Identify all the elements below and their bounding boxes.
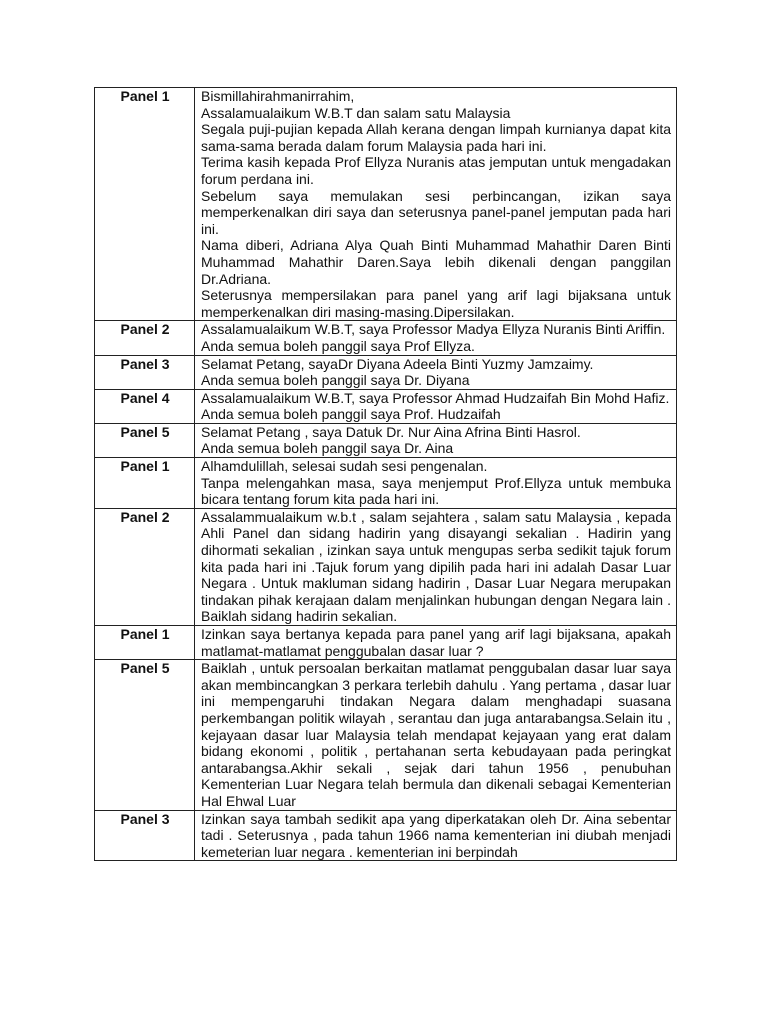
speech-line: Anda semua boleh panggil saya Dr. Diyana <box>201 372 470 389</box>
speaker-label: Panel 5 <box>95 660 195 810</box>
speech-line: Assalamualaikum W.B.T, saya Professor Ahmad Hudzaifah Bin Mohd Hafiz. <box>201 389 670 406</box>
speech-cell <box>195 660 677 810</box>
speech-line: Segala puji-pujian kepada Allah kerana dengan limpah kurnianya dapat kita sama-sama berada dalam forum Malaysia pada hari ini. <box>201 121 671 154</box>
table-row <box>95 355 677 389</box>
speech-line: Assalamualaikum W.B.T dan salam satu Malaysia <box>201 104 511 121</box>
speech-line: Assalammualaikum w.b.t , salam sejahtera , salam satu Malaysia , kepada Ahli Panel dan sidang hadirin yang disayangi sekalian . Hadirin yang dihormati sekalian , izinkan saya untuk mengupas serba sedikit tajuk forum kita pada hari ini .Tajuk forum yang dipilih pada hari ini adalah Dasar Luar Negara . Untuk makluman sidang hadirin , Dasar Luar Negara merupakan tindakan pihak kerajaan dalam menjalinkan hubungan dengan Negara lain . Baiklah sidang hadirin sekalian. <box>201 508 671 625</box>
speaker-label: Panel 2 <box>95 508 195 625</box>
speech-line: Anda semua boleh panggil saya Dr. Aina <box>201 440 454 457</box>
speaker-label: Panel 1 <box>95 458 195 509</box>
table-row <box>95 88 677 321</box>
table-row <box>95 660 677 810</box>
table-row <box>95 810 677 861</box>
speech-line: Selamat Petang, sayaDr Diyana Adeela Binti Yuzmy Jamzaimy. <box>201 355 594 372</box>
speech-line: Terima kasih kepada Prof Ellyza Nuranis atas jemputan untuk mengadakan forum perdana ini. <box>201 154 671 187</box>
table-row <box>95 458 677 509</box>
speaker-label: Panel 3 <box>95 810 195 861</box>
table-row <box>95 508 677 625</box>
speech-cell <box>195 626 677 660</box>
speaker-label: Panel 3 <box>95 355 195 389</box>
speaker-label: Panel 4 <box>95 389 195 423</box>
speech-line: Tanpa melengahkan masa, saya menjemput Prof.Ellyza untuk membuka bicara tentang forum kita pada hari ini. <box>201 474 671 508</box>
speaker-label: Panel 1 <box>95 626 195 660</box>
speaker-label: Panel 5 <box>95 423 195 457</box>
speech-cell <box>195 88 677 321</box>
speech-line: Seterusnya mempersilakan para panel yang arif lagi bijaksana untuk memperkenalkan diri masing-masing.Dipersilakan. <box>201 287 671 320</box>
speech-line: Izinkan saya bertanya kepada para panel yang arif lagi bijaksana, apakah matlamat-matlamat penggubalan dasar luar ? <box>201 626 671 659</box>
table-row <box>95 321 677 355</box>
speech-line: Sebelum saya memulakan sesi perbincangan, izikan saya memperkenalkan diri saya dan seterusnya panel-panel jemputan pada hari ini. <box>201 187 671 237</box>
speech-cell <box>195 458 677 509</box>
speech-line: Baiklah , untuk persoalan berkaitan matlamat penggubalan dasar luar saya akan membincangkan 3 perkara terlebih dahulu . Yang pertama , dasar luar ini mempengaruhi tindakan Negara dalam menghadapi suasana perkembangan politik wilayah , serantau dan juga antarabangsa.Selain itu , kejayaan dasar luar Malaysia telah mendapat kejayaan yang erat dalam bidang ekonomi , politik , pertahanan serta kebudayaan pada peringkat antarabangsa.Akhir sekali , sejak dari tahun 1956 , penubuhan Kementerian Luar Negara telah bermula dan dikenali sebagai Kementerian Hal Ehwal Luar <box>201 660 671 809</box>
table-row <box>95 626 677 660</box>
speech-line: Bismillahirahmanirrahim, <box>201 88 355 104</box>
speech-cell <box>195 810 677 861</box>
speech-line: Selamat Petang , saya Datuk Dr. Nur Aina Afrina Binti Hasrol. <box>201 423 581 440</box>
forum-script-table <box>94 87 677 861</box>
speech-cell <box>195 321 677 355</box>
speech-line: Alhamdulillah, selesai sudah sesi pengenalan. <box>201 458 488 475</box>
speech-line: Anda semua boleh panggil saya Prof. Hudzaifah <box>201 406 501 423</box>
speech-line: Nama diberi, Adriana Alya Quah Binti Muhammad Mahathir Daren Binti Muhammad Mahathir Daren.Saya lebih dikenali dengan panggilan Dr.Adriana. <box>201 237 671 287</box>
speaker-label: Panel 1 <box>95 88 195 321</box>
speech-cell <box>195 355 677 389</box>
speech-line: Assalamualaikum W.B.T, saya Professor Madya Ellyza Nuranis Binti Ariffin. <box>201 321 666 338</box>
table-row <box>95 389 677 423</box>
speech-cell <box>195 389 677 423</box>
speech-cell <box>195 508 677 625</box>
speech-line: Anda semua boleh panggil saya Prof Ellyza. <box>201 337 475 354</box>
speech-cell <box>195 423 677 457</box>
speaker-label: Panel 2 <box>95 321 195 355</box>
speech-line: Izinkan saya tambah sedikit apa yang diperkatakan oleh Dr. Aina sebentar tadi . Seterusnya , pada tahun 1966 nama kementerian ini diubah menjadi kemeterian luar negara . kementerian ini berpindah <box>201 810 671 860</box>
table-row <box>95 423 677 457</box>
